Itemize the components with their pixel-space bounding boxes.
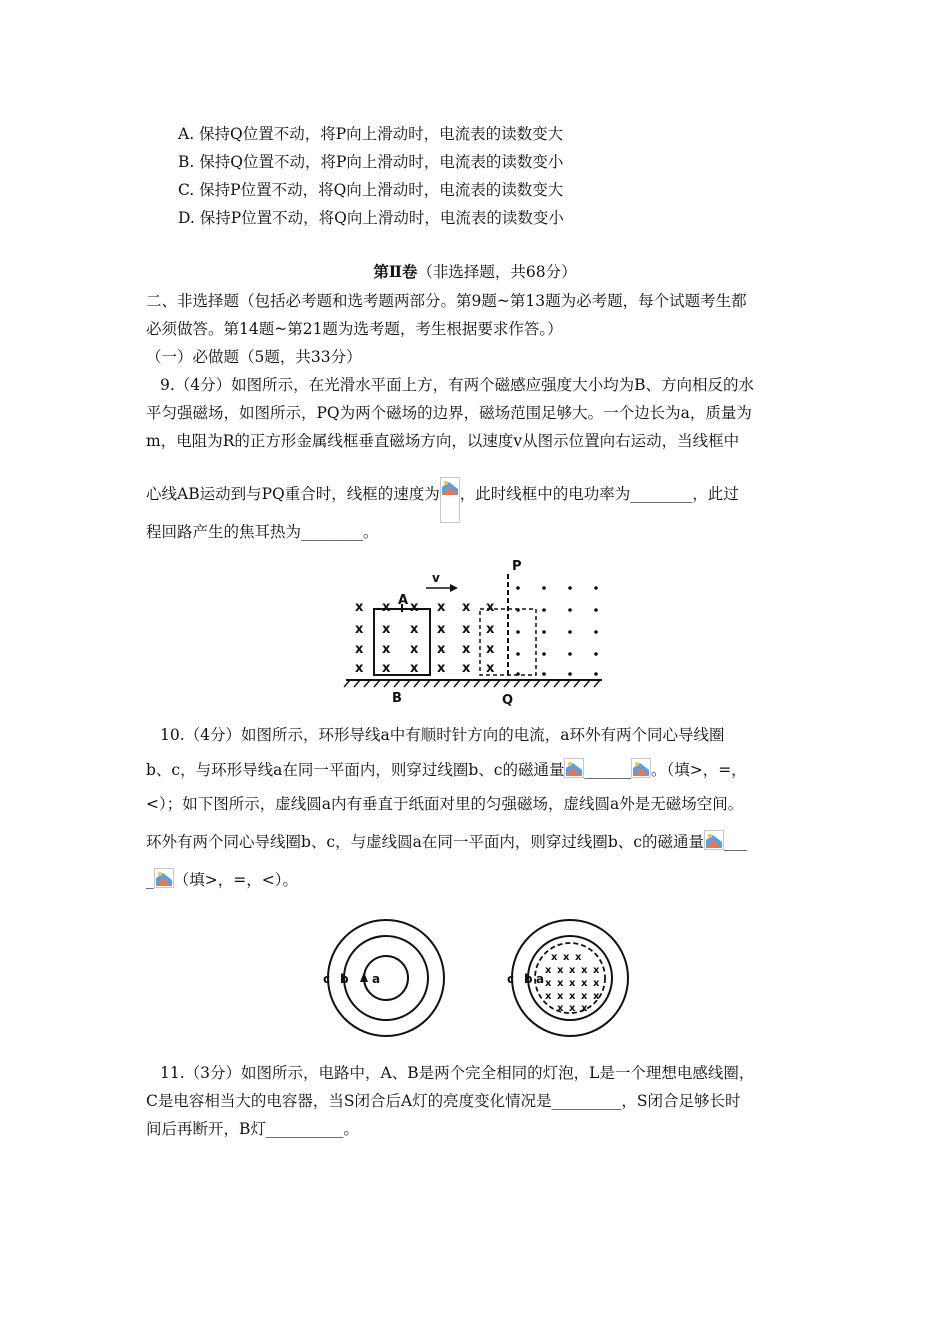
part-heading: （一）必做题（5题，共33分）: [146, 348, 362, 366]
svg-text:x: x: [581, 978, 588, 989]
svg-text:x: x: [486, 642, 495, 657]
label-b-right: b: [524, 972, 533, 986]
q9-line-1: 9.（4分）如图所示，在光滑水平面上方，有两个磁感应强度大小均为B、方向相反的水: [160, 376, 755, 394]
svg-text:x: x: [355, 600, 364, 615]
svg-text:x: x: [410, 642, 419, 657]
section-title: [0, 262, 950, 282]
svg-text:x: x: [355, 622, 364, 637]
q11-line-2: C是电容相当大的电容器，当S闭合后A灯的亮度变化情况是_________，S闭合足够长时: [146, 1092, 741, 1110]
svg-text:x: x: [569, 991, 576, 1002]
label-c-left: c: [323, 972, 331, 986]
coil-b-left: [344, 936, 428, 1020]
q10-blank-2-cont: _: [146, 871, 154, 889]
q9-line-5: 程回路产生的焦耳热为________。: [146, 523, 379, 541]
section-title-bold: 第Ⅱ卷: [373, 262, 418, 281]
svg-text:x: x: [557, 965, 564, 976]
label-a-right: a: [536, 972, 545, 986]
svg-text:x: x: [486, 622, 495, 637]
svg-text:x: x: [557, 991, 564, 1002]
formula-image-icon: [704, 830, 724, 850]
q10-line-2: [146, 758, 747, 780]
arrow-up-icon: [360, 972, 368, 982]
ground-hatching: [344, 680, 600, 687]
q10-blank-2: ___: [723, 833, 748, 851]
q10-line-5-part-2: （填>，=，<）。: [173, 871, 298, 889]
q9-line-4-part-1: 心线AB运动到与PQ重合时，线框的速度为: [146, 485, 440, 503]
section-intro-line-1: 二、非选择题（包括必考题和选考题两部分。第9题~第13题为必考题，每个试题考生都: [146, 292, 747, 310]
q10-line-3: <）；如下图所示，虚线圆a内有垂直于纸面对里的匀强磁场，虚线圆a外是无磁场空间。: [146, 795, 744, 813]
svg-text:x: x: [593, 991, 600, 1002]
formula-image-icon: [154, 868, 174, 888]
label-b-point: B: [392, 691, 402, 706]
field-into-page-marks: [355, 600, 495, 676]
option-a: A. 保持Q位置不动，将P向上滑动时，电流表的读数变大: [178, 125, 564, 143]
svg-text:x: x: [569, 978, 576, 989]
svg-text:x: x: [563, 952, 570, 963]
svg-text:x: x: [437, 661, 446, 676]
q11-line-1: 11.（3分）如图所示，电路中，A、B是两个完全相同的灯泡，L是一个理想电感线圈，: [160, 1064, 755, 1082]
section-title-rest: （非选择题，共68分）: [417, 263, 577, 281]
option-b: B. 保持Q位置不动，将P向上滑动时，电流表的读数变小: [178, 153, 564, 171]
section-intro-line-2: 必须做答。第14题~第21题为选考题，考生根据要求作答。）: [146, 320, 563, 338]
q10-line-2-part-1: b、c，与环形导线a在同一平面内，则穿过线圈b、c的磁通量: [146, 761, 565, 779]
svg-text:x: x: [557, 978, 564, 989]
svg-text:x: x: [545, 978, 552, 989]
svg-text:x: x: [382, 600, 391, 615]
q11-line-3: 间后再断开，B灯__________。: [146, 1120, 359, 1138]
q9-line-3: m，电阻为R的正方形金属线框垂直磁场方向，以速度v从图示位置向右运动，当线框中: [146, 432, 740, 450]
q10-concentric-coils-figure: [318, 912, 638, 1042]
svg-text:x: x: [410, 600, 419, 615]
svg-text:x: x: [486, 661, 495, 676]
q10-line-4-part-1: 环外有两个同心导线圈b、c，与虚线圆a在同一平面内，则穿过线圈b、c的磁通量: [146, 833, 704, 851]
q9-line-4-part-2: ，此时线框中的电功率为________，此过: [459, 485, 739, 503]
field-into-page-marks: [545, 952, 600, 1014]
svg-text:x: x: [462, 622, 471, 637]
q10-line-1: 10.（4分）如图所示，环形导线a中有顺时针方向的电流，a环外有两个同心导线圈: [160, 726, 725, 744]
svg-text:x: x: [545, 965, 552, 976]
label-a-point: A: [398, 593, 409, 608]
q10-blank-1: ______: [584, 761, 631, 779]
svg-text:x: x: [437, 622, 446, 637]
svg-text:x: x: [462, 661, 471, 676]
svg-text:x: x: [462, 600, 471, 615]
arrow-right-icon: [450, 584, 458, 592]
svg-text:x: x: [382, 661, 391, 676]
option-d: D. 保持P位置不动，将Q向上滑动时，电流表的读数变小: [178, 209, 564, 227]
label-q: Q: [502, 693, 514, 708]
svg-text:x: x: [486, 600, 495, 615]
q10-line-2-part-2: 。（填>，=，: [650, 761, 747, 779]
svg-text:x: x: [551, 952, 558, 963]
svg-text:x: x: [437, 642, 446, 657]
label-p: P: [512, 559, 522, 574]
svg-text:x: x: [382, 622, 391, 637]
svg-text:x: x: [437, 600, 446, 615]
label-c-right: c: [507, 972, 515, 986]
formula-image-icon: [440, 477, 460, 523]
svg-text:x: x: [545, 991, 552, 1002]
svg-text:x: x: [581, 965, 588, 976]
formula-image-icon: [564, 758, 584, 778]
svg-text:x: x: [569, 965, 576, 976]
field-out-of-page-marks: [516, 586, 598, 676]
svg-text:x: x: [382, 642, 391, 657]
svg-text:x: x: [575, 952, 582, 963]
q9-line-4: [146, 477, 739, 523]
label-b-left: b: [340, 972, 349, 986]
svg-text:x: x: [581, 1003, 588, 1014]
svg-text:x: x: [410, 661, 419, 676]
svg-text:x: x: [355, 642, 364, 657]
svg-text:x: x: [557, 1003, 564, 1014]
option-c: C. 保持P位置不动，将Q向上滑动时，电流表的读数变大: [178, 181, 564, 199]
q10-line-5: [146, 868, 298, 890]
q10-line-4: [146, 830, 747, 852]
q9-line-2: 平匀强磁场，如图所示，PQ为两个磁场的边界，磁场范围足够大。一个边长为a，质量为: [146, 404, 752, 422]
svg-text:x: x: [410, 622, 419, 637]
loop-a-left: [364, 956, 408, 1000]
formula-image-icon: [631, 758, 651, 778]
svg-text:x: x: [462, 642, 471, 657]
label-a-left: a: [372, 972, 381, 986]
svg-text:x: x: [355, 661, 364, 676]
svg-text:x: x: [593, 978, 600, 989]
label-v: v: [432, 571, 440, 585]
svg-text:x: x: [581, 991, 588, 1002]
svg-text:x: x: [569, 1003, 576, 1014]
svg-text:x: x: [593, 965, 600, 976]
q9-magnetic-field-figure: [340, 556, 610, 708]
